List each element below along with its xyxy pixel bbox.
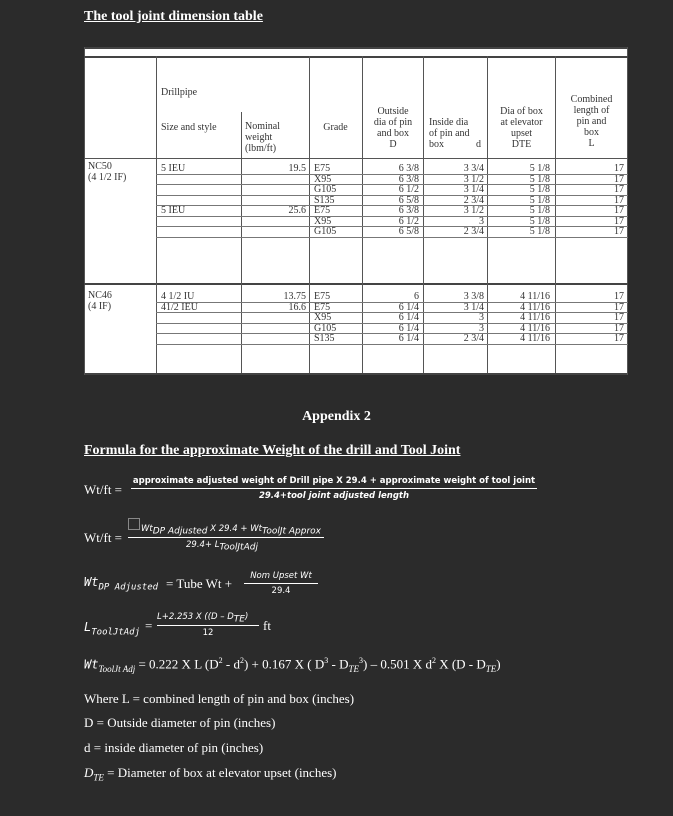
formula3-denominator: 29.4 (271, 586, 291, 596)
cell-id: 3 3/4 (463, 163, 484, 174)
formula5: $Wt_{ToolJt Adj} = 0.222$ X L $(D^2 - d^2) + 0.167$ X ( $D^3 - D_{TE}^3) - 0.501$ X $d^2$ X $(D - D_{TE})$ (84, 656, 501, 674)
formula3-mid: = Tube Wt + (166, 576, 233, 591)
cell-id: 3 1/2 (463, 173, 484, 185)
cell-od: 6 1/4 (398, 333, 419, 344)
cell-weight: 19.5 (288, 163, 306, 174)
formula1-denominator: 29.4+tool joint adjusted length (258, 491, 410, 501)
cell-id: 3 3/8 (463, 291, 484, 302)
cell-l: 17 (614, 322, 624, 334)
header-dia-box: Dia of box at elevator upset DTE (500, 106, 543, 150)
header-outside-dia: Outside dia of pin and box D (373, 106, 413, 150)
cell-grade: S135 (314, 333, 335, 344)
cell-size: 41/2 IEU (161, 301, 198, 313)
cell-weight: 16.6 (288, 301, 306, 313)
cell-l: 17 (614, 215, 624, 227)
formula2-numerator: $Wt_{DP Adjusted}$ X $29.4 + Wt_{ToolJt Approx}$ (141, 524, 321, 537)
formula2-lhs: Wt/ft = (84, 530, 123, 545)
cell-size: 5 IEU (161, 205, 186, 216)
cell-grade: G105 (314, 184, 337, 195)
cell-id: 2 3/4 (463, 333, 484, 344)
header-size-style: Size and style (161, 122, 217, 133)
cell-weight: 25.6 (288, 205, 306, 216)
formula2-fraction-bar (128, 537, 324, 538)
cell-weight: 13.75 (283, 291, 306, 302)
cell-grade: E75 (314, 291, 331, 302)
formula4-numerator: L+2.253 X ($(D - D_{TE})$ (157, 612, 249, 625)
header-grade: Grade (323, 122, 348, 133)
cell-l: 17 (614, 163, 624, 174)
cell-l: 17 (614, 226, 624, 237)
cell-od: 6 1/2 (398, 215, 419, 227)
cell-dte: 5 1/8 (529, 205, 550, 216)
formula3-numerator: Nom Upset Wt (250, 571, 312, 581)
cell-od: 6 1/2 (398, 184, 419, 195)
row-divider (156, 344, 628, 345)
cell-od: 6 3/8 (398, 173, 419, 185)
cell-l: 17 (614, 194, 624, 206)
cell-od: 6 (414, 291, 419, 302)
definition-l: Where L = combined length of pin and box (inches) (84, 691, 355, 706)
header-drillpipe: Drillpipe (161, 87, 198, 98)
cell-grade: E75 (314, 205, 331, 216)
cell-dte: 4 11/16 (520, 333, 550, 344)
formula-title: Formula for the approximate Weight of the drill and Tool Joint (84, 443, 461, 458)
cell-id: 3 (479, 312, 484, 323)
cell-od: 6 3/8 (398, 205, 419, 216)
cell-id: 3 (479, 215, 484, 227)
formula4-denominator: 12 (202, 628, 214, 638)
row-divider (156, 237, 628, 238)
cell-grade: X95 (314, 312, 332, 323)
cell-dte: 4 11/16 (520, 291, 550, 302)
cell-size: 4 1/2 IU (161, 291, 195, 302)
placeholder-box (128, 518, 140, 530)
cell-od: 6 1/4 (398, 301, 419, 313)
cell-l: 17 (614, 205, 624, 216)
cell-dte: 5 1/8 (529, 184, 550, 195)
cell-grade: X95 (314, 215, 332, 227)
cell-dte: 5 1/8 (529, 226, 550, 237)
cell-grade: G105 (314, 226, 337, 237)
formula1-numerator: approximate adjusted weight of Drill pipe X 29.4 + approximate weight of tool joint (132, 476, 536, 486)
formula4-fraction-bar (157, 625, 259, 626)
definition-d-inner: d = inside diameter of pin (inches) (84, 740, 264, 755)
cell-l: 17 (614, 184, 624, 195)
cell-id: 3 1/4 (463, 301, 484, 313)
header-inside-dia-symbol: d (476, 139, 481, 150)
cell-dte: 4 11/16 (520, 312, 550, 323)
cell-id: 3 1/4 (463, 184, 484, 195)
page-title: The tool joint dimension table (84, 9, 263, 24)
connection-nc46: NC46 (4 IF) (88, 290, 112, 312)
tool-joint-table (84, 47, 628, 375)
cell-grade: X95 (314, 173, 332, 185)
appendix-heading: Appendix 2 (302, 409, 371, 424)
cell-l: 17 (614, 312, 624, 323)
formula4-lhs: $L_{ToolJtAdj}$ (84, 620, 141, 638)
definition-d-outer: D = Outside diameter of pin (inches) (84, 715, 276, 730)
cell-dte: 5 1/8 (529, 215, 550, 227)
cell-grade: E75 (314, 163, 331, 174)
cell-od: 6 5/8 (398, 226, 419, 237)
connection-nc50: NC50 (4 1/2 IF) (88, 161, 127, 183)
cell-dte: 4 11/16 (520, 301, 550, 313)
cell-dte: 4 11/16 (520, 322, 550, 334)
formula1-lhs: Wt/ft = (84, 482, 123, 497)
cell-id: 3 (479, 322, 484, 334)
cell-id: 2 3/4 (463, 194, 484, 206)
cell-dte: 5 1/8 (529, 194, 550, 206)
formula4-unit: ft (263, 618, 271, 633)
header-inside-dia: Inside dia of pin and box (429, 117, 470, 150)
cell-dte: 5 1/8 (529, 163, 550, 174)
cell-od: 6 1/4 (398, 322, 419, 334)
cell-l: 17 (614, 291, 624, 302)
header-nominal-weight: Nominal weight (lbm/ft) (245, 121, 280, 154)
formula2-denominator: $29.4+ L_{ToolJtAdj}$ (186, 540, 258, 553)
cell-grade: S135 (314, 194, 335, 206)
cell-l: 17 (614, 173, 624, 185)
cell-size: 5 IEU (161, 163, 186, 174)
cell-l: 17 (614, 333, 624, 344)
definition-dte: $D_{TE}$ = Diameter of box at elevator upset (inches) (84, 765, 337, 783)
formula4-eq: = (145, 618, 153, 633)
cell-dte: 5 1/8 (529, 173, 550, 185)
cell-grade: E75 (314, 301, 331, 313)
formula1-fraction-bar (131, 488, 537, 489)
header-combined-length: Combined length of pin and box L (570, 94, 613, 149)
formula3-fraction-bar (244, 583, 318, 584)
cell-od: 6 3/8 (398, 163, 419, 174)
cell-grade: G105 (314, 322, 337, 334)
cell-od: 6 1/4 (398, 312, 419, 323)
cell-l: 17 (614, 301, 624, 313)
cell-id: 2 3/4 (463, 226, 484, 237)
cell-id: 3 1/2 (463, 205, 484, 216)
formula3-lhs: $Wt_{DP Adjusted}$ (84, 575, 159, 593)
cell-od: 6 5/8 (398, 194, 419, 206)
